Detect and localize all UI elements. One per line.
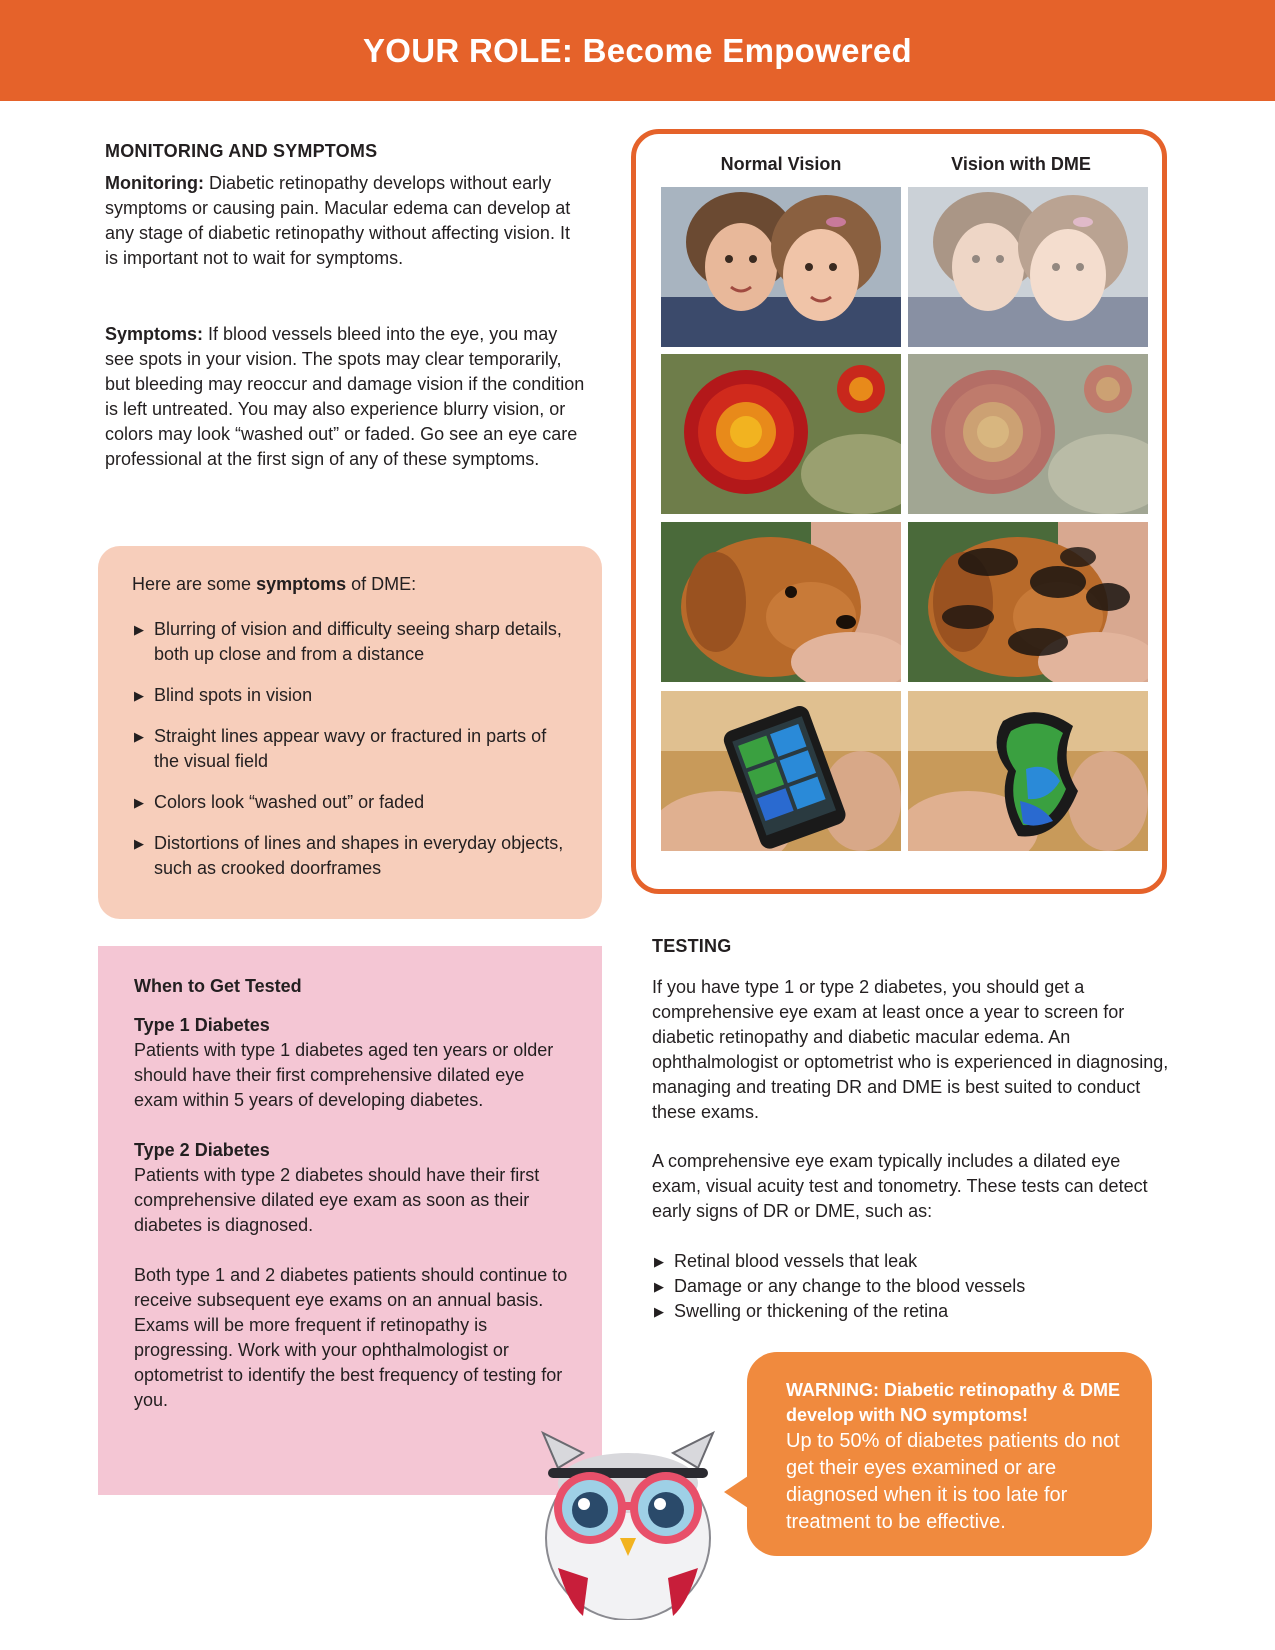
intro-post: of DME:	[346, 574, 417, 594]
monitoring-paragraph	[105, 171, 585, 271]
testing-signs-list	[652, 1249, 1172, 1324]
list-item-text: Straight lines appear wavy or fractured in parts of the visual field	[154, 726, 547, 771]
arrow-bullet-icon: ▶	[134, 729, 144, 744]
phone-normal-image	[661, 691, 901, 851]
list-item	[132, 683, 572, 708]
arrow-bullet-icon: ▶	[134, 836, 144, 851]
normal-vision-label: Normal Vision	[720, 154, 842, 174]
list-item	[652, 1299, 1172, 1324]
page-banner	[0, 0, 1275, 101]
arrow-bullet-icon: ▶	[654, 1279, 664, 1294]
intro-bold: symptoms	[256, 574, 347, 594]
girls-dme-image	[908, 187, 1148, 347]
dme-symptoms-list	[132, 617, 572, 881]
girls-normal-image	[661, 187, 901, 347]
type2-title: Type 2 Diabetes	[134, 1140, 270, 1160]
list-item-text: Damage or any change to the blood vessels	[674, 1276, 1026, 1296]
list-item-text: Blind spots in vision	[154, 685, 313, 705]
warning-body: Up to 50% of diabetes patients do not get their eyes examined or are diagnosed when it is too late for treatment to be effective.	[786, 1430, 1120, 1533]
type2-text: Patients with type 2 diabetes should have their first comprehensive dilated eye exam as soon as their diabetes is diagnosed.	[134, 1165, 540, 1235]
flower-dme-image	[908, 354, 1148, 514]
list-item-text: Colors look “washed out” or faded	[154, 792, 425, 812]
testing-paragraph-2: A comprehensive eye exam typically includes a dilated eye exam, visual acuity test and tonometry. These tests can detect early signs of DR or DME, such as:	[652, 1151, 1148, 1221]
warning-callout	[747, 1352, 1152, 1556]
list-item	[652, 1274, 1172, 1299]
arrow-bullet-icon: ▶	[654, 1304, 664, 1319]
list-item-text: Blurring of vision and difficulty seeing sharp details, both up close and from a distance	[154, 619, 562, 664]
testing-paragraph-1: If you have type 1 or type 2 diabetes, you should get a comprehensive eye exam at least once a year to screen for diabetic retinopathy and diabetic macular edema. An ophthalmologist or optometrist who is experienced in diagnosing, managing and treating DR and DME is best suited to conduct these exams.	[652, 977, 1169, 1122]
flower-normal-image	[661, 354, 901, 514]
symptoms-paragraph	[105, 322, 585, 472]
arrow-bullet-icon: ▶	[134, 688, 144, 703]
intro-pre: Here are some	[132, 574, 257, 594]
puppy-normal-image	[661, 522, 901, 682]
list-item	[132, 724, 572, 774]
dme-vision-label: Vision with DME	[951, 154, 1091, 174]
list-item-text: Distortions of lines and shapes in everyday objects, such as crooked doorframes	[154, 833, 564, 878]
testing-heading: TESTING	[652, 936, 732, 956]
puppy-dme-image	[908, 522, 1148, 682]
list-item	[132, 790, 572, 815]
page-title: YOUR ROLE: Become Empowered	[362, 31, 913, 69]
monitoring-heading: MONITORING AND SYMPTOMS	[105, 141, 378, 161]
warning-heading: WARNING: Diabetic retinopathy & DME develop with NO symptoms!	[786, 1380, 1121, 1425]
owl-mascot-icon	[528, 1428, 728, 1620]
arrow-bullet-icon: ▶	[654, 1254, 664, 1269]
list-item	[132, 617, 572, 667]
arrow-bullet-icon: ▶	[134, 622, 144, 637]
symptoms-label: Symptoms:	[105, 324, 204, 344]
symptoms-text: If blood vessels bleed into the eye, you may see spots in your vision. The spots may clear temporarily, but bleeding may reoccur and damage vision if the condition is left untreated. You may also experience blurry vision, or colors may look “washed out” or faded. Go see an eye care professional at the first sign of any of these symptoms.	[105, 324, 585, 469]
monitoring-text: Diabetic retinopathy develops without early symptoms or causing pain. Macular edema can develop at any stage of diabetic retinopathy without affecting vision. It is important not to wait for symptoms.	[105, 173, 571, 268]
vision-comparison-panel	[631, 129, 1167, 894]
phone-dme-image	[908, 691, 1148, 851]
list-item-text: Retinal blood vessels that leak	[674, 1251, 918, 1271]
arrow-bullet-icon: ▶	[134, 795, 144, 810]
dme-symptoms-intro	[132, 572, 572, 597]
when-tested-title: When to Get Tested	[134, 976, 302, 996]
list-item	[132, 831, 572, 881]
type1-title: Type 1 Diabetes	[134, 1015, 270, 1035]
when-to-get-tested-box	[98, 946, 602, 1495]
dme-symptoms-box	[98, 546, 602, 919]
monitoring-label: Monitoring:	[105, 173, 204, 193]
type1-text: Patients with type 1 diabetes aged ten years or older should have their first comprehensive dilated eye exam within 5 years of developing diabetes.	[134, 1040, 554, 1110]
list-item	[652, 1249, 1172, 1274]
both-types-text: Both type 1 and 2 diabetes patients should continue to receive subsequent eye exams on an annual basis. Exams will be more frequent if retinopathy is progressing. Work with your ophthalmologist or optometrist to identify the best frequency of testing for you.	[134, 1265, 568, 1410]
list-item-text: Swelling or thickening of the retina	[674, 1301, 949, 1321]
